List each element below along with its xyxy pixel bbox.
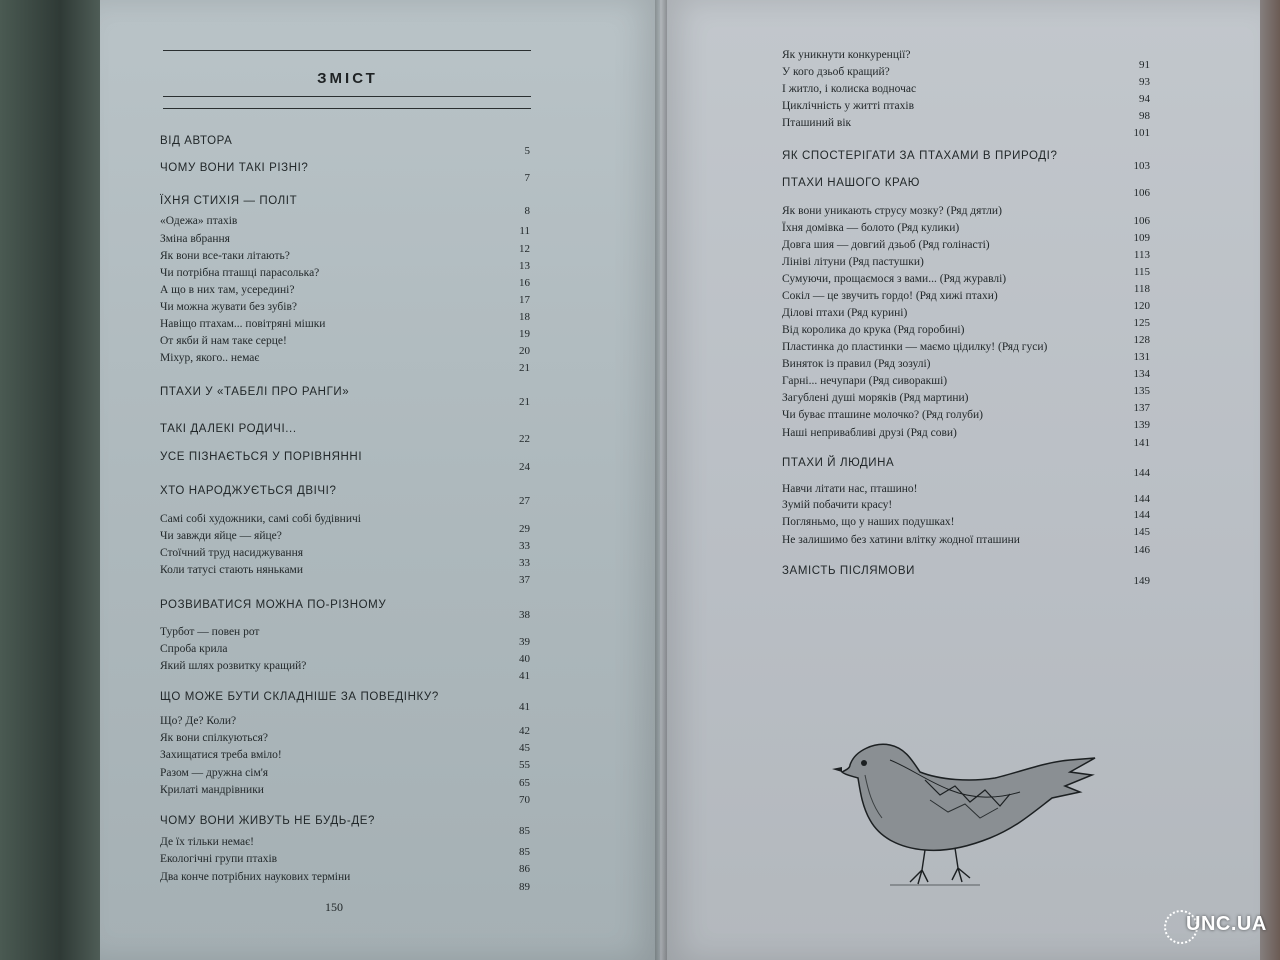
- toc-page-number: 101: [1133, 127, 1150, 139]
- toc-page-number: 70: [519, 794, 530, 806]
- toc-item: Їхня домівка — болото (Ряд кулики): [782, 222, 960, 234]
- toc-item: У кого дзьоб кращий?: [782, 66, 890, 78]
- toc-page-number: 38: [519, 609, 530, 621]
- toc-page-number: 21: [519, 362, 530, 374]
- toc-item: Чи завжди яйце — яйце?: [160, 530, 282, 542]
- toc-page-number: 45: [519, 742, 530, 754]
- toc-page-number: 41: [519, 701, 530, 713]
- toc-section-heading: УСЕ ПІЗНАЄТЬСЯ У ПОРІВНЯННІ: [160, 451, 363, 463]
- toc-page-number: 137: [1133, 402, 1150, 414]
- toc-page-number: 12: [519, 243, 530, 255]
- toc-page-number: 149: [1133, 575, 1150, 587]
- toc-item: Екологічні групи птахів: [160, 853, 278, 865]
- toc-page-number: 42: [519, 725, 530, 737]
- toc-item: Спроба крила: [160, 643, 228, 655]
- title-rule-top: [163, 96, 531, 97]
- toc-page-number: 20: [519, 345, 530, 357]
- toc-item: Не залишимо без хатини влітку жодної пташини: [782, 534, 1020, 546]
- toc-item: Циклічність у житті птахів: [782, 100, 915, 112]
- toc-item: Виняток із правил (Ряд зозулі): [782, 358, 931, 370]
- toc-page-number: 13: [519, 260, 530, 272]
- toc-item: Захищатися треба вміло!: [160, 749, 282, 761]
- toc-item: Крилаті мандрівники: [160, 784, 264, 796]
- toc-section-heading: ЧОМУ ВОНИ ЖИВУТЬ НЕ БУДЬ-ДЕ?: [160, 815, 375, 827]
- toc-page-number: 98: [1139, 110, 1150, 122]
- toc-item: Ділові птахи (Ряд курині): [782, 307, 908, 319]
- toc-page-number: 89: [519, 881, 530, 893]
- toc-page-number: 17: [519, 294, 530, 306]
- toc-item: Пташиний вік: [782, 117, 852, 129]
- toc-section-heading: ПТАХИ Й ЛЮДИНА: [782, 457, 895, 469]
- toc-item: Гарні... нечупари (Ряд сиворакші): [782, 375, 948, 387]
- toc-item: Чи можна жувати без зубів?: [160, 301, 298, 313]
- toc-page-number: 11: [519, 225, 530, 237]
- toc-page-number: 109: [1133, 232, 1150, 244]
- toc-page-number: 22: [519, 433, 530, 445]
- toc-page-number: 55: [519, 759, 530, 771]
- toc-item: І житло, і колиска водночас: [782, 83, 917, 95]
- toc-page-number: 18: [519, 311, 530, 323]
- top-rule: [163, 50, 531, 51]
- toc-item: Як уникнути конкуренції?: [782, 49, 911, 61]
- toc-item: Який шлях розвитку кращий?: [160, 660, 307, 672]
- toc-page-number: 27: [519, 495, 530, 507]
- toc-item: Турбот — повен рот: [160, 626, 260, 638]
- toc-item: Разом — дружна сім'я: [160, 767, 269, 779]
- toc-item: Два конче потрібних наукових терміни: [160, 871, 351, 883]
- toc-item: Чи буває пташине молочко? (Ряд голуби): [782, 409, 984, 421]
- toc-item: А що в них там, усередині?: [160, 284, 295, 296]
- toc-section-heading: ЗАМІСТЬ ПІСЛЯМОВИ: [782, 565, 915, 577]
- toc-page-number: 145: [1133, 526, 1150, 538]
- toc-page-number: 37: [519, 574, 530, 586]
- toc-item: Погляньмо, що у наших подушках!: [782, 516, 955, 528]
- toc-item: Міхур, якого.. немає: [160, 352, 260, 364]
- toc-item: Сокіл — це звучить гордо! (Ряд хижі птахи): [782, 290, 998, 302]
- toc-page-number: 106: [1133, 187, 1150, 199]
- toc-page-number: 131: [1133, 351, 1150, 363]
- toc-item: Від королика до крука (Ряд горобині): [782, 324, 965, 336]
- toc-page-number: 16: [519, 277, 530, 289]
- toc-page-number: 65: [519, 777, 530, 789]
- toc-page-number: 144: [1133, 493, 1150, 505]
- toc-page-number: 141: [1133, 437, 1150, 449]
- toc-item: «Одежа» птахів: [160, 215, 238, 227]
- toc-page-number: 144: [1133, 467, 1150, 479]
- toc-item: Що? Де? Коли?: [160, 715, 237, 727]
- toc-item: Навчи літати нас, пташино!: [782, 483, 918, 495]
- toc-item: Як вони все-таки літають?: [160, 250, 290, 262]
- toc-item: Самі собі художники, самі собі будівничі: [160, 513, 361, 525]
- sparrow-illustration: [830, 720, 1100, 900]
- toc-section-heading: ХТО НАРОДЖУЄТЬСЯ ДВІЧІ?: [160, 485, 337, 497]
- toc-item: Довга шия — довгий дзьоб (Ряд голінасті): [782, 239, 990, 251]
- toc-item: Навіщо птахам... повітряні мішки: [160, 318, 326, 330]
- toc-page-number: 139: [1133, 419, 1150, 431]
- toc-item: Лініві літуни (Ряд пастушки): [782, 256, 924, 268]
- toc-section-heading: ЩО МОЖЕ БУТИ СКЛАДНІШЕ ЗА ПОВЕДІНКУ?: [160, 691, 439, 703]
- toc-page-number: 128: [1133, 334, 1150, 346]
- toc-item: Як вони спілкуються?: [160, 732, 268, 744]
- toc-page-number: 113: [1133, 249, 1150, 261]
- toc-page-number: 91: [1139, 59, 1150, 71]
- toc-page-number: 33: [519, 557, 530, 569]
- toc-page-number: 24: [519, 461, 530, 473]
- toc-page-number: 85: [519, 846, 530, 858]
- toc-page-number: 93: [1139, 76, 1150, 88]
- toc-section-heading: ТАКІ ДАЛЕКІ РОДИЧІ...: [160, 423, 297, 435]
- toc-section-heading: ПТАХИ У «ТАБЕЛІ ПРО РАНГИ»: [160, 386, 350, 398]
- toc-page-number: 120: [1133, 300, 1150, 312]
- toc-section-heading: ЧОМУ ВОНИ ТАКІ РІЗНІ?: [160, 162, 309, 174]
- title-rule-bottom: [163, 108, 531, 109]
- toc-item: Стоїчний труд насиджування: [160, 547, 304, 559]
- toc-title: ЗМІСТ: [317, 70, 378, 87]
- toc-page-number: 118: [1133, 283, 1150, 295]
- toc-item: Пластинка до пластинки — маємо цідилку! (Ряд гуси): [782, 341, 1048, 353]
- toc-page-number: 134: [1133, 368, 1150, 380]
- toc-page-number: 5: [524, 145, 530, 157]
- toc-item: Зумій побачити красу!: [782, 499, 893, 511]
- toc-item: Наші непривабливі друзі (Ряд сови): [782, 427, 957, 439]
- toc-item: Чи потрібна пташці парасолька?: [160, 267, 320, 279]
- toc-section-heading: РОЗВИВАТИСЯ МОЖНА ПО-РІЗНОМУ: [160, 599, 387, 611]
- toc-page-number: 86: [519, 863, 530, 875]
- book-spine: [655, 0, 667, 960]
- toc-page-number: 21: [519, 396, 530, 408]
- toc-item: Сумуючи, прощаємося з вами... (Ряд журавлі): [782, 273, 1007, 285]
- toc-section-heading: ЇХНЯ СТИХІЯ — ПОЛІТ: [160, 195, 298, 207]
- toc-page-number: 19: [519, 328, 530, 340]
- toc-page-number: 106: [1133, 215, 1150, 227]
- toc-page-number: 7: [524, 172, 530, 184]
- toc-item: Де їх тільки немає!: [160, 836, 254, 848]
- toc-page-number: 8: [524, 205, 530, 217]
- toc-page-number: 144: [1133, 509, 1150, 521]
- toc-page-number: 125: [1133, 317, 1150, 329]
- toc-item: Зміна вбрання: [160, 233, 230, 245]
- toc-page-number: 94: [1139, 93, 1150, 105]
- toc-section-heading: ПТАХИ НАШОГО КРАЮ: [782, 177, 920, 189]
- toc-page-number: 115: [1133, 266, 1150, 278]
- unc-watermark: UNC.UA: [1162, 902, 1274, 952]
- toc-page-number: 103: [1133, 160, 1150, 172]
- toc-page-number: 33: [519, 540, 530, 552]
- toc-item: Як вони уникають струсу мозку? (Ряд дятли): [782, 205, 1002, 217]
- toc-item: Загублені душі моряків (Ряд мартини): [782, 392, 969, 404]
- toc-item: Коли татусі стають няньками: [160, 564, 303, 576]
- toc-page-number: 146: [1133, 544, 1150, 556]
- toc-page-number: 41: [519, 670, 530, 682]
- toc-page-number: 39: [519, 636, 530, 648]
- toc-page-number: 135: [1133, 385, 1150, 397]
- toc-page-number: 40: [519, 653, 530, 665]
- toc-section-heading: ЯК СПОСТЕРІГАТИ ЗА ПТАХАМИ В ПРИРОДІ?: [782, 150, 1058, 162]
- toc-page-number: 29: [519, 523, 530, 535]
- page-number: 150: [325, 900, 343, 914]
- toc-page-number: 85: [519, 825, 530, 837]
- toc-section-heading: ВІД АВТОРА: [160, 135, 233, 147]
- toc-item: От якби й нам таке серце!: [160, 335, 287, 347]
